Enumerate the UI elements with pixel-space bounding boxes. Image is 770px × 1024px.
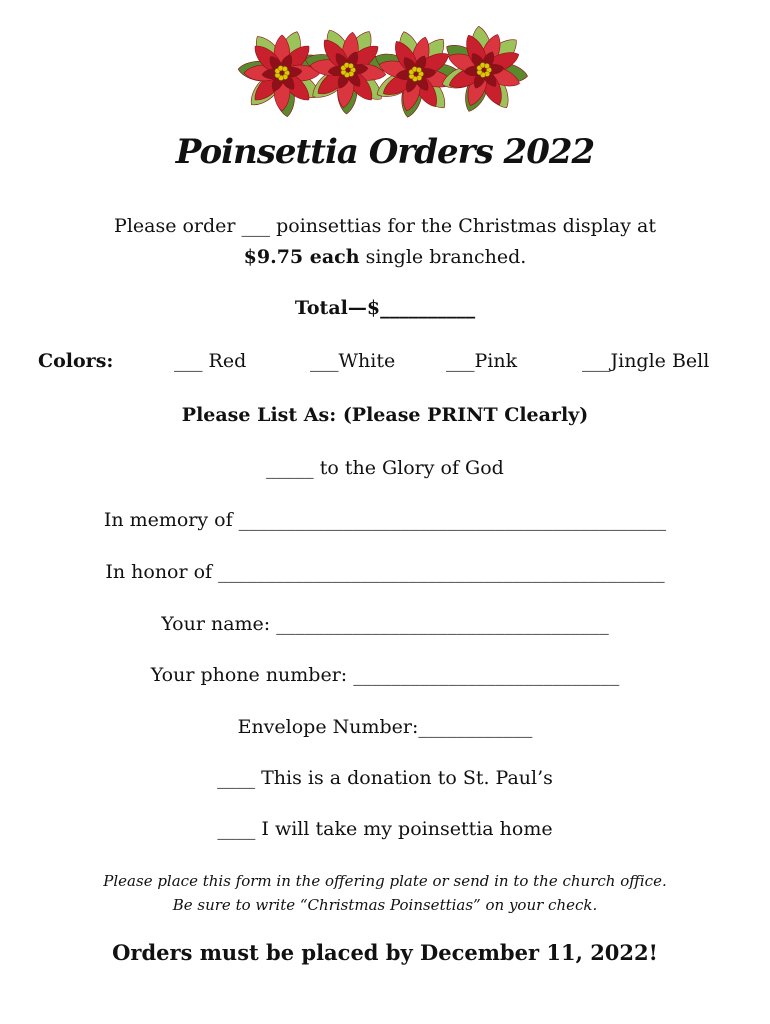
poinsettia-flower: [303, 26, 393, 114]
price-suffix: single branched.: [359, 246, 527, 268]
price-text: $9.75 each: [243, 246, 360, 268]
color-option-white[interactable]: ___White: [310, 350, 396, 372]
instruction-note-2: Be sure to write “Christmas Poinsettias” on your check.: [172, 896, 598, 914]
envelope-number-field[interactable]: Envelope Number:____________: [237, 716, 533, 738]
poinsettia-flower: [237, 28, 326, 118]
in-memory-of-field[interactable]: In memory of _____________________________________________: [103, 509, 667, 531]
colors-label: Colors:: [38, 350, 114, 372]
intro-line-1: Please order ___ poinsettias for the Christmas display at: [114, 215, 656, 237]
donation-option[interactable]: ____ This is a donation to St. Paul’s: [217, 767, 553, 789]
poinsettia-flowers-illustration: [230, 18, 540, 134]
color-option-pink[interactable]: ___Pink: [446, 350, 518, 372]
list-as-heading: Please List As: (Please PRINT Clearly): [181, 404, 589, 426]
in-honor-of-field[interactable]: In honor of _______________________________________________: [105, 561, 665, 583]
colors-row: [0, 350, 770, 380]
color-option-jingle-bell[interactable]: ___Jingle Bell: [582, 350, 710, 372]
phone-number-field[interactable]: Your phone number: ____________________________: [150, 664, 620, 686]
intro-line-2: [0, 246, 770, 268]
your-name-field[interactable]: Your name: ___________________________________: [161, 613, 609, 635]
page-title: Poinsettia Orders 2022: [175, 132, 595, 172]
deadline-notice: Orders must be placed by December 11, 2022!: [112, 940, 658, 965]
take-home-option[interactable]: ____ I will take my poinsettia home: [217, 818, 553, 840]
instruction-note-1: Please place this form in the offering plate or send in to the church office.: [103, 872, 667, 890]
color-option-red[interactable]: ___ Red: [174, 350, 247, 372]
total-field[interactable]: Total—$__________: [294, 297, 476, 319]
glory-of-god-field[interactable]: _____ to the Glory of God: [266, 457, 504, 479]
